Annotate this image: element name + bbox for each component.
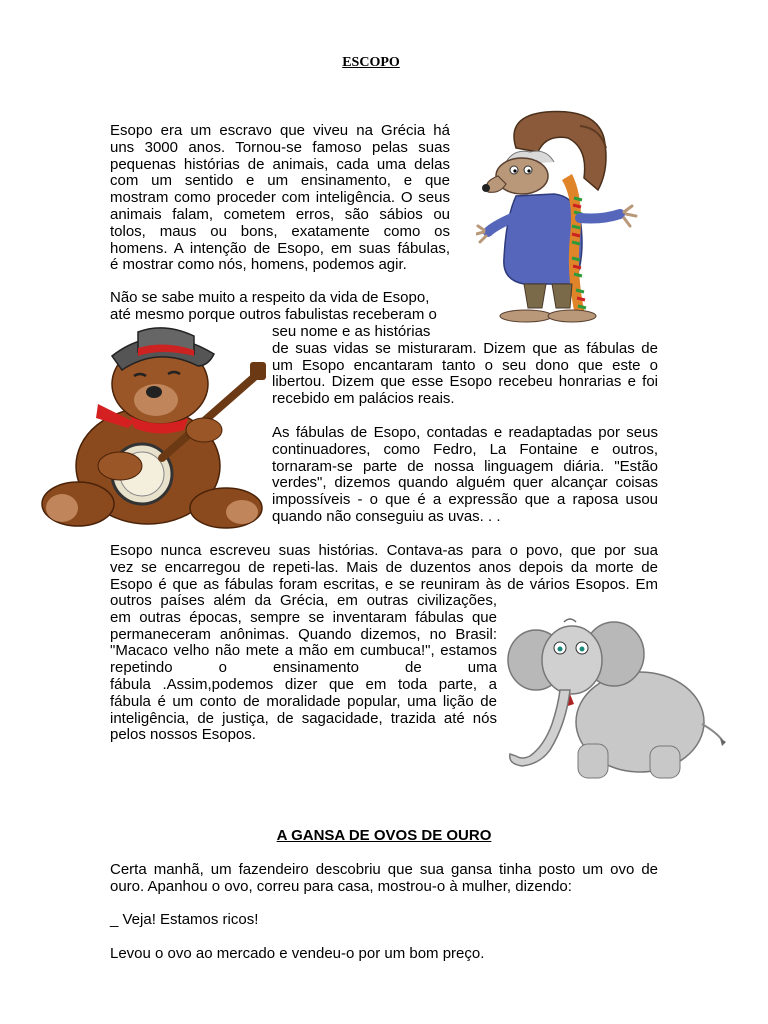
text-line: quando não conseguiu as uvas. . . bbox=[272, 507, 501, 525]
paragraph-1 bbox=[110, 123, 450, 274]
text-line: pequenas histórias de animais, cada uma delas bbox=[110, 155, 450, 173]
paragraph-4 bbox=[110, 543, 658, 593]
section-title: A GANSA DE OVOS DE OURO bbox=[276, 827, 492, 844]
text-line: pelos nossos Esopos. bbox=[110, 726, 256, 744]
text-line: permaneceram anônimas. Quando dizemos, no Brasil: bbox=[110, 625, 497, 643]
text-line: vez se encarregou de repeti-las. Mais de duzentos anos depois da morte de bbox=[110, 558, 658, 576]
paragraph-5 bbox=[110, 862, 658, 896]
text-line: é mostrar como nós, homens, podemos agir. bbox=[110, 256, 407, 274]
text-line: tolos, maus ou bons, exatamente como os bbox=[110, 222, 450, 240]
page-title: ESCOPO bbox=[342, 55, 400, 70]
text-line: animais falam, cometem erros, são sábios ou bbox=[110, 205, 450, 223]
text-line: Levou o ovo ao mercado e vendeu-o por um bom preço. bbox=[110, 945, 485, 962]
text-line: Certa manhã, um fazendeiro descobriu que sua gansa tinha posto um ovo de ouro. Apanhou o ovo, correu para casa, mostrou-o à mulher, dizendo: bbox=[110, 861, 658, 895]
bear-illustration bbox=[38, 326, 270, 536]
text-line: impossíveis - o que é a expressão que a raposa usou bbox=[272, 491, 658, 509]
text-line: mostram como proceder com inteligência. O seus bbox=[110, 189, 450, 207]
text-line: libertou. Dizem que esse Esopo recebeu honrarias e foi bbox=[272, 373, 658, 391]
text-line: inteligência, de justiça, de sagacidade, trazida até nós bbox=[110, 709, 497, 727]
text-line: fábula .Assim,podemos dizer que em toda parte, a bbox=[110, 675, 497, 693]
text-line: repetindo o ensinamento de uma bbox=[110, 659, 497, 677]
text-line: um Esopo encantaram tanto o seu dono que este o bbox=[272, 356, 658, 374]
text-line: seu nome e as histórias bbox=[272, 323, 431, 340]
text-line: de suas vidas se misturaram. Dizem que as fábulas de bbox=[272, 339, 658, 357]
text-line: em outras épocas, sempre se inventaram fábulas que bbox=[110, 608, 497, 626]
text-line: até mesmo porque outros fabulistas receberam o bbox=[110, 305, 437, 323]
text-line: Esopo é que as fábulas foram escritas, e se reuniram às de vários Esopos. Em bbox=[110, 575, 658, 593]
text-line: "Macaco velho não mete a mão em cumbuca!", estamos bbox=[110, 642, 497, 660]
text-line: _ Veja! Estamos ricos! bbox=[110, 911, 259, 928]
text-line: uns 3000 anos. Tornou-se famoso pelas suas bbox=[110, 138, 450, 156]
paragraph-6 bbox=[110, 912, 658, 929]
text-line: As fábulas de Esopo, contadas e readaptadas por seus bbox=[272, 424, 658, 441]
paragraph-3 bbox=[272, 425, 658, 526]
text-line: tornaram-se parte de nossa linguagem diária. "Estão bbox=[272, 457, 658, 475]
text-line: continuadores, como Fedro, La Fontaine e outros, bbox=[272, 440, 658, 458]
text-line: Esopo era um escravo que viveu na Grécia há bbox=[110, 122, 450, 139]
elephant-illustration bbox=[500, 614, 730, 786]
text-line: recebido em palácios reais. bbox=[272, 390, 455, 408]
paragraph-2-top bbox=[110, 290, 450, 324]
rat-illustration bbox=[476, 108, 648, 330]
paragraph-4-continued bbox=[110, 593, 497, 744]
text-line: Esopo nunca escreveu suas histórias. Contava-as para o povo, que por sua bbox=[110, 542, 658, 559]
text-line: com um sentido e um ensinamento, e que bbox=[110, 172, 450, 190]
text-line: fábula é um conto de moralidade popular, uma lição de bbox=[110, 692, 497, 710]
paragraph-2-continued bbox=[272, 324, 658, 408]
text-line: Não se sabe muito a respeito da vida de Esopo, bbox=[110, 289, 430, 306]
text-line: outros países além da Grécia, em outras civilizações, bbox=[110, 592, 497, 609]
paragraph-7 bbox=[110, 946, 658, 963]
text-line: verdes", dizemos quando alguém quer alcançar coisas bbox=[272, 474, 658, 492]
text-line: homens. A intenção de Esopo, em suas fábulas, bbox=[110, 239, 450, 257]
